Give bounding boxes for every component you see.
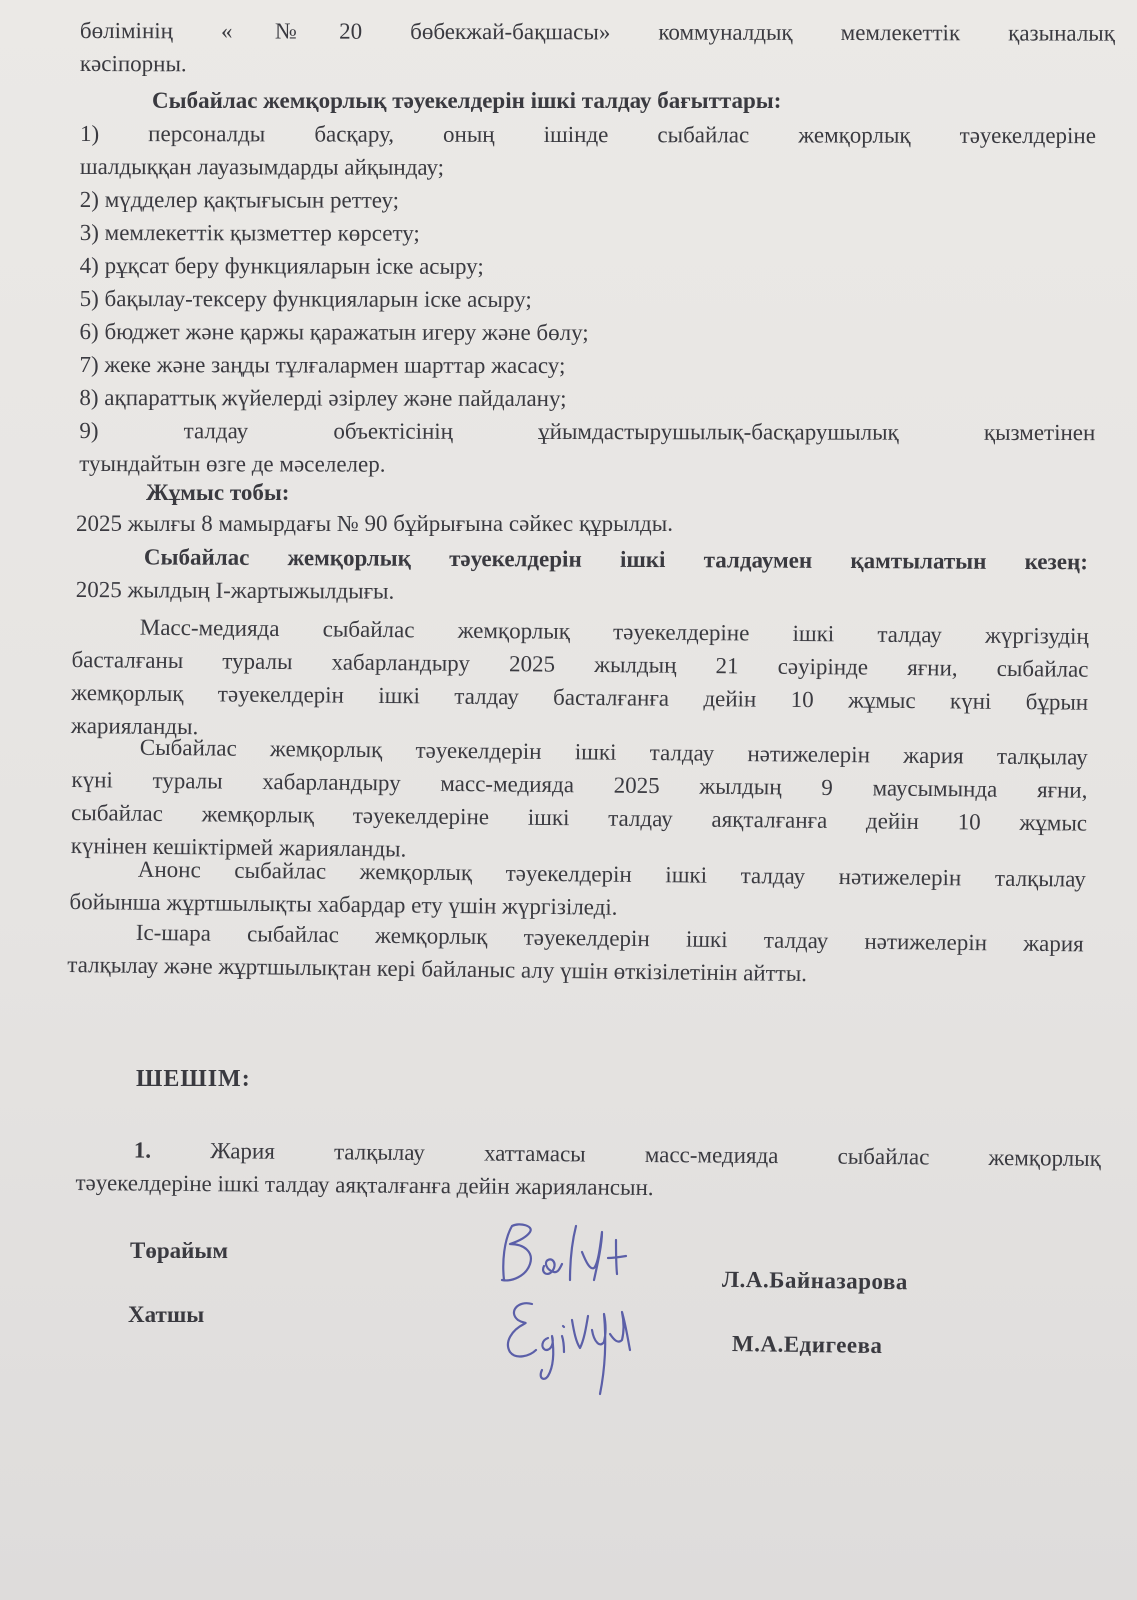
text-line: басталғаны туралы хабарландыру 2025 жылдың 21 сәуірінде яғни, сыбайлас — [71, 646, 1089, 682]
decision-line-text: Жария талқылау хаттамасы масс-медияда сыбайлас жемқорлық — [210, 1138, 1101, 1171]
chair-signature-image — [490, 1218, 640, 1298]
text-line: Анонс сыбайлас жемқорлық тәуекелдерін ішкі талдау нәтижелерін талқылау — [137, 856, 1086, 892]
workgroup-text — [76, 507, 976, 540]
paragraph-announcement-results — [71, 730, 1088, 873]
decision-number: 1. — [133, 1137, 152, 1163]
list-item: 7) жеке және заңды тұлғалармен шарттар жасасу; — [79, 351, 566, 379]
text-line: Сыбайлас жемқорлық тәуекелдерін ішкі талдау нәтижелерін жария талқылау — [139, 734, 1088, 770]
directions-heading-text: Сыбайлас жемқорлық тәуекелдерін ішкі талдау бағыттары: — [152, 88, 782, 113]
directions-heading — [152, 84, 1052, 117]
text-line: күнінен кешіктірмей жарияланды. — [70, 832, 407, 862]
text-line: бойынша жұртшылықты хабардар ету үшін жүргізіледі. — [69, 888, 618, 920]
secretary-signature-image — [496, 1290, 656, 1410]
text-line: күні туралы хабарландыру масс-медияда 2025 жылдың 9 маусымында яғни, — [71, 766, 1088, 803]
list-item: 8) ақпараттық жүйелерді әзірлеу және пайдалану; — [79, 384, 567, 412]
paragraph-event — [67, 915, 1084, 993]
secretary-label: Хатшы — [128, 1302, 205, 1327]
text-line: Масс-медияда сыбайлас жемқорлық тәуекелдеріне ішкі талдау жүргізудің — [139, 614, 1089, 649]
workgroup-heading-text: Жұмыс тобы: — [146, 480, 290, 505]
directions-list — [79, 117, 1096, 482]
list-item: 3) мемлекеттік қызметтер көрсету; — [79, 219, 420, 246]
text-line: жарияланды. — [70, 712, 199, 740]
list-item: 6) бюджет және қаржы қаражатын игеру және бөлу; — [79, 318, 589, 346]
text-line: бөлімінің «№20 бөбекжай-бақшасы» коммуналдық мемлекеттік қазыналық — [79, 17, 1115, 46]
period-heading: Сыбайлас жемқорлық тәуекелдерін ішкі талдаумен қамтылатын кезең: — [143, 544, 1088, 575]
secretary-name: М.А.Едигеева — [731, 1330, 883, 1359]
decision-title: ШЕШІМ: — [136, 1066, 251, 1092]
chair-name: Л.А.Байназарова — [721, 1266, 909, 1295]
decision-item — [75, 1133, 1101, 1208]
text-line: Іс-шара сыбайлас жемқорлық тәуекелдерін ішкі талдау нәтижелерін жария — [135, 919, 1084, 957]
decision-line: тәуекелдеріне ішкі талдау аяқталғанға дейін жариялансын. — [75, 1169, 654, 1201]
list-item: 2) мүдделер қақтығысын реттеу; — [79, 186, 400, 213]
list-item: туындайтын өзге де мәселелер. — [79, 450, 386, 477]
text-line: жемқорлық тәуекелдерін ішкі талдау басталғанға дейін 10 жұмыс күні бұрын — [71, 679, 1089, 715]
text-line: кәсіпорны. — [79, 50, 187, 77]
workgroup-heading — [146, 476, 546, 509]
workgroup-text-line: 2025 жылғы 8 мамырдағы № 90 бұйрығына сәйкес құрылды. — [76, 511, 673, 536]
text-line: талқылау және жұртшылықтан кері байланыс алу үшін өткізілетінін айтты. — [67, 951, 808, 987]
list-item: 5) бақылау-тексеру функцияларын іске асыру; — [79, 285, 532, 312]
text-line: сыбайлас жемқорлық тәуекелдеріне ішкі талдау аяқталғанға дейін 10 жұмыс — [71, 799, 1088, 836]
document-header-continuation — [80, 14, 1115, 83]
period-text: 2025 жылдың І-жартыжылдығы. — [75, 576, 395, 604]
list-item: 9) талдау объектісінің ұйымдастырушылық-басқарушылық қызметінен — [79, 417, 1096, 446]
list-item: 1) персоналды басқару, оның ішінде сыбайлас жемқорлық тәуекелдеріне — [79, 120, 1096, 149]
list-item: 4) рұқсат беру функцияларын іске асыру; — [79, 252, 484, 279]
list-item: шалдыққан лауазымдарды айқындау; — [79, 153, 445, 180]
paragraph-announcement-start — [71, 610, 1089, 752]
chair-label: Төрайым — [130, 1238, 229, 1263]
period-section — [76, 540, 1088, 611]
